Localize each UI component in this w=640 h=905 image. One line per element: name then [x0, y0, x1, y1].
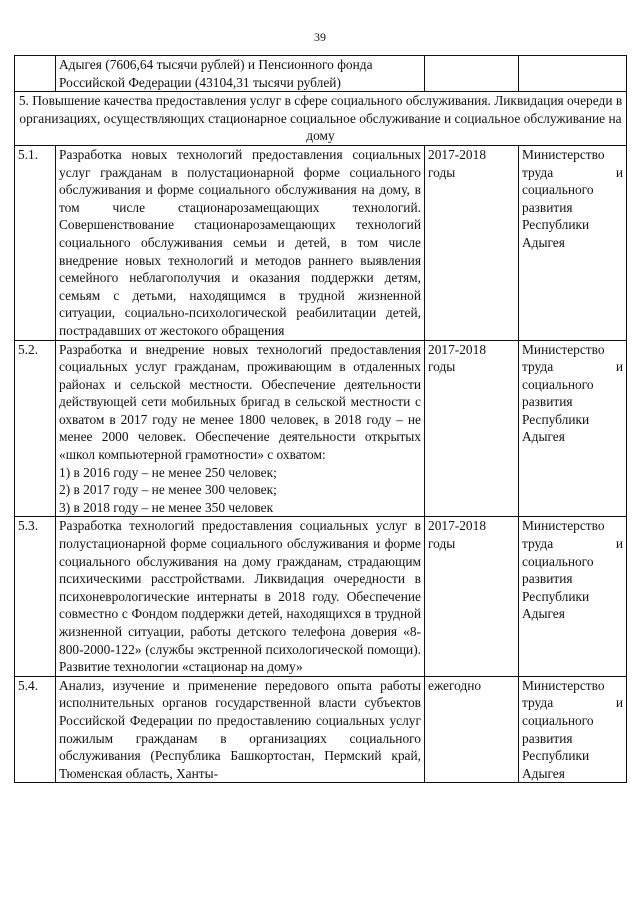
row-number: 5.4. [15, 676, 56, 783]
table-row [15, 340, 627, 517]
measures-table [14, 55, 627, 783]
row-description-cell [56, 340, 425, 517]
continuation-line: Российской Федерации (43104,31 тысячи рублей) [59, 74, 341, 90]
continuation-term-cell [425, 56, 519, 92]
table-row-continuation [15, 56, 627, 92]
row-term: 2017-2018 годы [425, 517, 519, 676]
row-description: Разработка и внедрение новых технологий предоставления социальных услуг гражданам, проживающим в отдаленных районах и сельской местности. Обеспечение деятельности действующей сети мобильных бригад в сельской местности с охватом в 2017 году не менее 1800 человек, в 2018 году – не менее 2000 человек. Обеспечение деятельности открытых «школ компьютерной грамотности» с охватом: [59, 341, 421, 463]
row-executor: Министерство труда и социального развития Республики Адыгея [519, 517, 627, 676]
row-description: Разработка технологий предоставления социальных услуг в полустационарной форме социального обслуживания и форме социального обслуживания на дому гражданам, страдающим психическими расстройствами. Ликвидация очередности в психоневрологические интернаты в 2018 году. Обеспечение совместно с Фондом поддержки детей, находящихся в трудной жизненной ситуации, работы детского телефона доверия «8-800-2000-122» (службы экстренной психологической помощи). Развитие технологии «стационар на дому» [56, 517, 425, 676]
row-term: ежегодно [425, 676, 519, 783]
row-number: 5.1. [15, 145, 56, 340]
row-term: 2017-2018 годы [425, 340, 519, 517]
table-row [15, 145, 627, 340]
continuation-line: Адыгея (7606,64 тысячи рублей) и Пенсионного фонда [59, 57, 373, 72]
row-description: Анализ, изучение и применение передового опыта работы исполнительных органов государственной власти субъектов Российской Федерации по предоставлению социальных услуг пожилым гражданам в организациях социального обслуживания (Республика Башкортостан, Пермский край, Тюменская область, Ханты- [56, 676, 425, 783]
continuation-number-cell [15, 56, 56, 92]
continuation-description-cell [56, 56, 425, 92]
row-number: 5.2. [15, 340, 56, 517]
continuation-executor-cell [519, 56, 627, 92]
row-executor: Министерство труда и социального развития Республики Адыгея [519, 145, 627, 340]
page-number: 39 [314, 30, 326, 44]
table-row [15, 676, 627, 783]
row-executor: Министерство труда и социального развития Республики Адыгея [519, 340, 627, 517]
row-description: Разработка новых технологий предоставления социальных услуг гражданам в полустационарной форме социального обслуживания и форме социального обслуживания на дому, в том числе стационарозамещающих технологий. Совершенствование стационарозамещающих технологий социального обслуживания семьи и детей, в том числе внедрение новых технологий и методов раннего выявления семейного неблагополучия и оказания поддержки детям, семьям с детьми, находящимся в трудной жизненной ситуации, социально-психологической реабилитации детей, пострадавших от жестокого обращения [56, 145, 425, 340]
row-description-list-item: 2) в 2017 году – не менее 300 человек; [59, 482, 277, 498]
section-heading: 5. Повышение качества предоставления услуг в сфере социального обслуживания. Ликвидация очереди в организациях, осуществляющих стационарное социальное обслуживание и социальное обслуживание на дому [15, 92, 627, 146]
row-term: 2017-2018 годы [425, 145, 519, 340]
section-heading-row [15, 92, 627, 146]
row-executor: Министерство труда и социального развития Республики Адыгея [519, 676, 627, 783]
row-number: 5.3. [15, 517, 56, 676]
row-description-list-item: 1) в 2016 году – не менее 250 человек; [59, 464, 277, 480]
row-description-list-item: 3) в 2018 году – не менее 350 человек [59, 499, 274, 515]
table-row [15, 517, 627, 676]
